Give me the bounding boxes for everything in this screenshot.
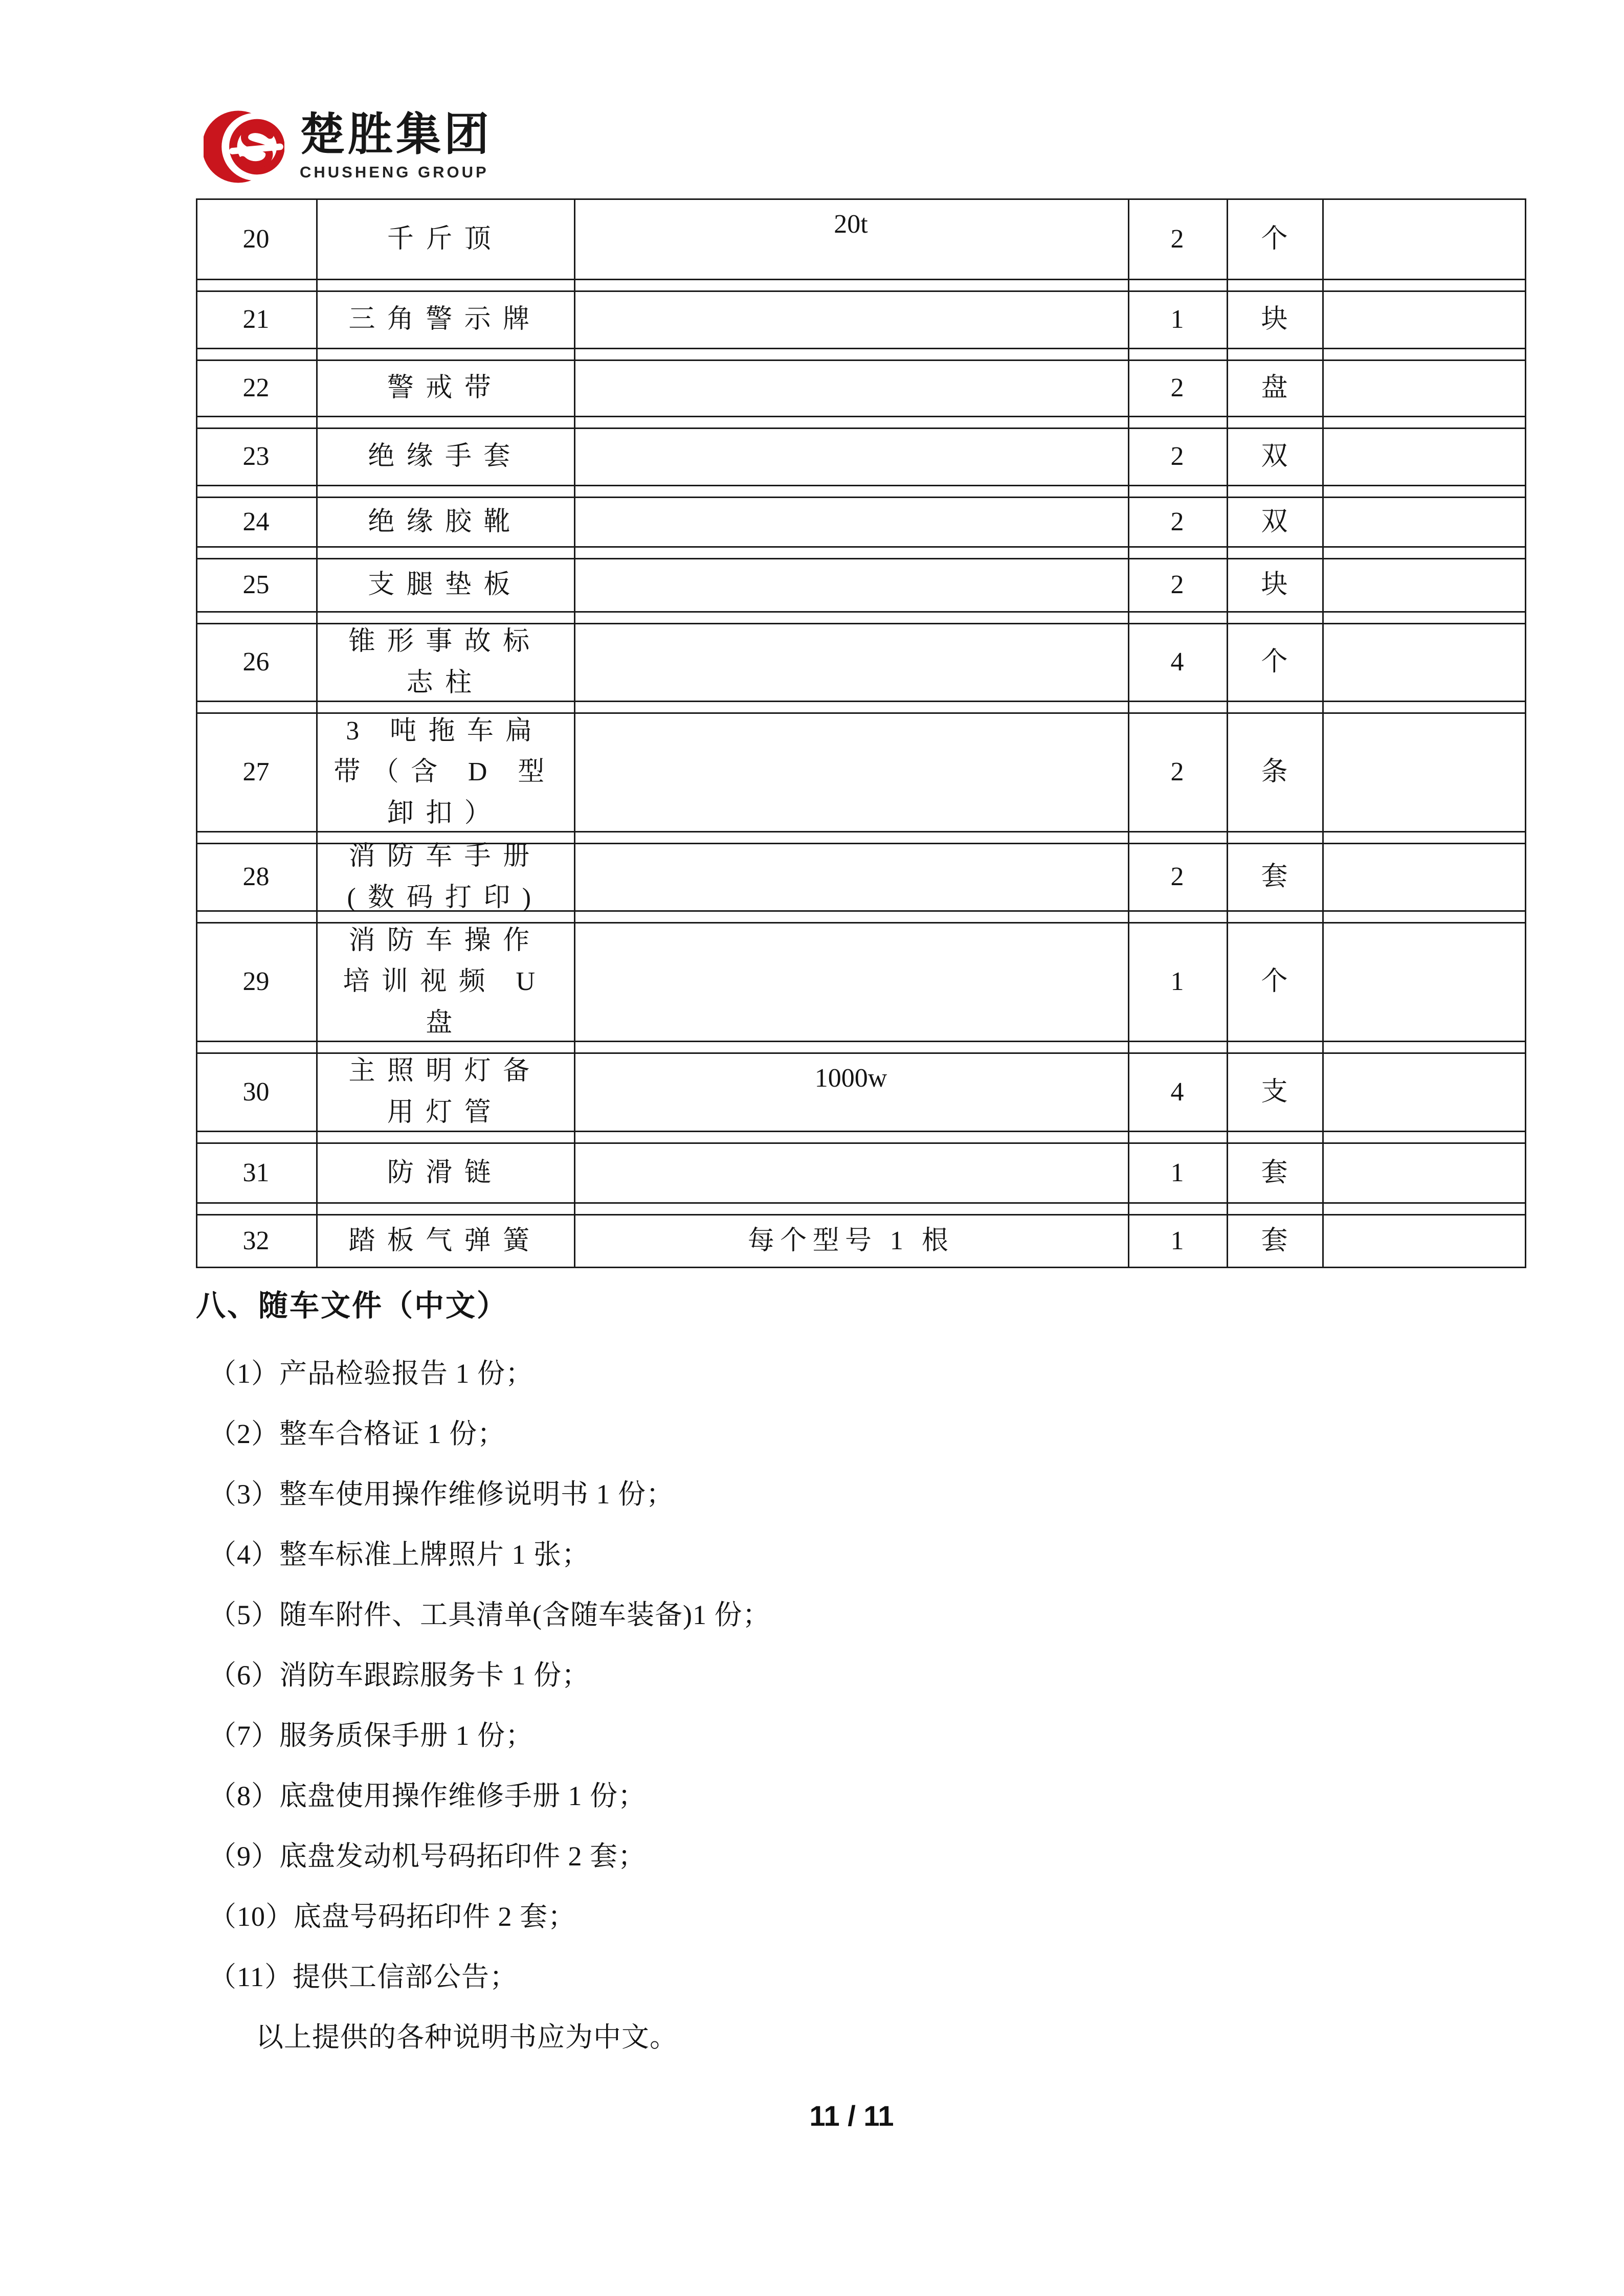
- cell-item-name: 消防车操作培训视频 U 盘: [343, 926, 547, 1038]
- cell-spec: [574, 924, 1128, 1041]
- cell-row-number: 25: [242, 570, 270, 600]
- cell-row-number: 22: [242, 373, 270, 403]
- table-row: [196, 558, 1526, 613]
- cell-item-name: 主照明灯备用灯管: [348, 1056, 542, 1127]
- table-row: [196, 712, 1526, 832]
- cell-unit: 个: [1261, 647, 1288, 677]
- cell-item-name: 支腿垫板: [368, 570, 522, 600]
- cell-remark: [1322, 200, 1526, 279]
- cell-spec: [574, 292, 1128, 348]
- cell-unit: 套: [1261, 862, 1288, 892]
- cell-quantity: 1: [1170, 305, 1184, 334]
- cell-quantity: 2: [1170, 224, 1184, 254]
- cell-remark: [1322, 292, 1526, 348]
- list-item: （10）底盘号码拓印件 2 套；: [209, 1901, 576, 1932]
- cell-spec: [574, 498, 1128, 546]
- table-row: [196, 1214, 1526, 1268]
- cell-row-number: 26: [242, 647, 270, 677]
- chusheng-emblem-icon: [204, 106, 284, 187]
- list-item: （8）底盘使用操作维修手册 1 份；: [209, 1780, 646, 1811]
- cell-quantity: 2: [1170, 373, 1184, 403]
- closing-note: 以上提供的各种说明书应为中文。: [256, 2021, 678, 2053]
- company-name-chinese: 楚胜集团: [300, 109, 493, 160]
- cell-item-name: 防滑链: [387, 1158, 503, 1187]
- table-row: [196, 922, 1526, 1042]
- cell-unit: 块: [1261, 570, 1288, 600]
- company-logo: [204, 106, 492, 187]
- cell-spec: 每个型号 1 根: [747, 1226, 954, 1255]
- cell-spec: 20t: [834, 210, 868, 239]
- cell-spec: [574, 624, 1128, 701]
- cell-row-number: 31: [242, 1158, 270, 1187]
- cell-remark: [1322, 714, 1526, 831]
- cell-quantity: 2: [1170, 442, 1184, 471]
- table-row: [196, 623, 1526, 702]
- list-item: （2）整车合格证 1 份；: [209, 1418, 505, 1449]
- cell-unit: 个: [1261, 967, 1288, 997]
- table-vertical-border: [1128, 198, 1129, 1268]
- cell-spec: [574, 714, 1128, 831]
- cell-remark: [1322, 559, 1526, 611]
- cell-remark: [1322, 1054, 1526, 1131]
- cell-quantity: 2: [1170, 570, 1184, 600]
- table-row: [196, 1142, 1526, 1204]
- cell-spec: [574, 1144, 1128, 1202]
- cell-spec: [574, 844, 1128, 910]
- cell-spec: 1000w: [814, 1064, 887, 1093]
- cell-quantity: 1: [1170, 967, 1184, 997]
- cell-unit: 套: [1261, 1158, 1288, 1187]
- table-vertical-border: [316, 198, 318, 1268]
- cell-item-name: 锥形事故标志柱: [348, 626, 542, 697]
- cell-row-number: 21: [242, 305, 270, 334]
- cell-quantity: 4: [1170, 1077, 1184, 1107]
- cell-spec: [574, 429, 1128, 485]
- list-item: （7）服务质保手册 1 份；: [209, 1720, 533, 1751]
- cell-row-number: 29: [242, 967, 270, 997]
- cell-quantity: 2: [1170, 757, 1184, 787]
- cell-remark: [1322, 624, 1526, 701]
- equipment-table: [196, 198, 1526, 1268]
- page-number: 11 / 11: [809, 2100, 894, 2132]
- list-item: （1）产品检验报告 1 份；: [209, 1358, 533, 1389]
- cell-quantity: 2: [1170, 862, 1184, 892]
- cell-remark: [1322, 361, 1526, 416]
- cell-remark: [1322, 429, 1526, 485]
- document-list: [209, 1341, 1436, 2065]
- cell-item-name: 3 吨拖车扁带（含 D 型卸扣）: [333, 716, 557, 828]
- cell-quantity: 4: [1170, 647, 1184, 677]
- table-vertical-border: [196, 198, 197, 1268]
- cell-remark: [1322, 924, 1526, 1041]
- table-vertical-border: [1525, 198, 1526, 1268]
- table-row: [196, 497, 1526, 548]
- cell-unit: 双: [1261, 442, 1288, 471]
- list-item: （4）整车标准上牌照片 1 张；: [209, 1539, 590, 1570]
- list-item: （11）提供工信部公告；: [209, 1961, 518, 1992]
- list-item: （5）随车附件、工具清单(含随车装备)1 份；: [209, 1599, 771, 1630]
- table-vertical-border: [574, 198, 575, 1268]
- cell-item-name: 千斤顶: [387, 224, 503, 254]
- company-name-english: CHUSHENG GROUP: [300, 163, 489, 181]
- cell-row-number: 27: [242, 757, 270, 787]
- table-vertical-border: [1227, 198, 1228, 1268]
- cell-row-number: 23: [242, 442, 270, 471]
- list-item: （3）整车使用操作维修说明书 1 份；: [209, 1478, 674, 1510]
- cell-quantity: 1: [1170, 1226, 1184, 1255]
- list-item: （6）消防车跟踪服务卡 1 份；: [209, 1659, 590, 1691]
- table-vertical-border: [1322, 198, 1324, 1268]
- cell-unit: 套: [1261, 1226, 1288, 1255]
- cell-quantity: 2: [1170, 507, 1184, 536]
- list-item: （9）底盘发动机号码拓印件 2 套；: [209, 1840, 646, 1872]
- table-row: [196, 198, 1526, 280]
- cell-row-number: 28: [242, 862, 270, 892]
- cell-row-number: 20: [242, 224, 270, 254]
- cell-row-number: 32: [242, 1226, 270, 1255]
- logo-text: [300, 109, 493, 182]
- cell-item-name: 绝缘手套: [368, 442, 522, 471]
- cell-unit: 个: [1261, 224, 1288, 254]
- cell-remark: [1322, 498, 1526, 546]
- cell-remark: [1322, 1215, 1526, 1267]
- cell-item-name: 警戒带: [387, 373, 503, 403]
- cell-item-name: 三角警示牌: [348, 305, 542, 334]
- cell-row-number: 30: [242, 1077, 270, 1107]
- cell-unit: 条: [1261, 757, 1288, 787]
- cell-unit: 块: [1261, 305, 1288, 334]
- cell-remark: [1322, 844, 1526, 910]
- cell-item-name: 绝缘胶靴: [368, 507, 522, 536]
- table-row: [196, 290, 1526, 349]
- cell-remark: [1322, 1144, 1526, 1202]
- section-heading: 八、随车文件（中文）: [196, 1289, 508, 1322]
- table-row: [196, 359, 1526, 417]
- table-row: [196, 1052, 1526, 1132]
- cell-unit: 支: [1261, 1077, 1288, 1107]
- cell-item-name: 消防车手册(数码打印): [347, 841, 543, 912]
- cell-spec: [574, 559, 1128, 611]
- cell-unit: 双: [1261, 507, 1288, 536]
- cell-spec: [574, 361, 1128, 416]
- table-row: [196, 427, 1526, 486]
- table-row: [196, 843, 1526, 912]
- cell-row-number: 24: [242, 507, 270, 536]
- cell-quantity: 1: [1170, 1158, 1184, 1187]
- cell-item-name: 踏板气弹簧: [348, 1226, 542, 1255]
- cell-unit: 盘: [1261, 373, 1288, 403]
